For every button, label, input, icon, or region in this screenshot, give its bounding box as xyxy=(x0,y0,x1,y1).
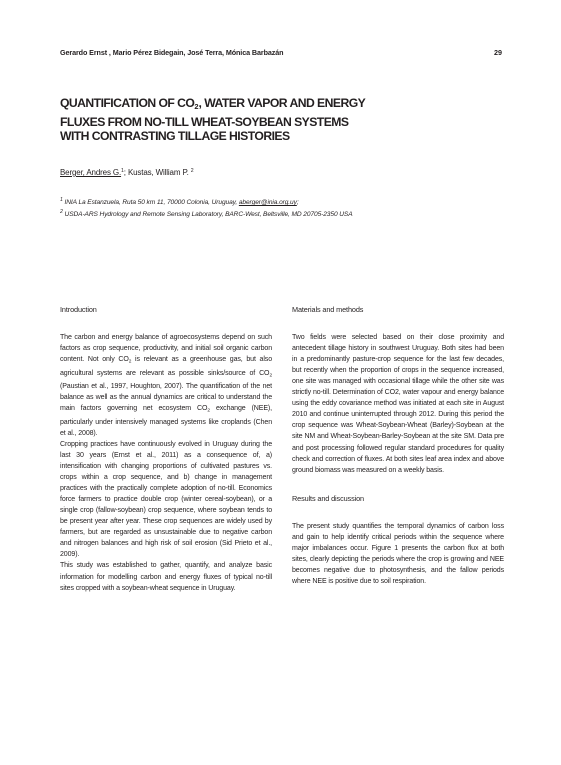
right-column xyxy=(292,304,504,587)
paper-title xyxy=(60,96,500,144)
materials-paragraph: Two fields were selected based on their close proximity and antecedent tillage history in southwest Uruguay. Both sites had been in a predominantly pasture-crop sequence for the last few decades, but recently when the proportion of crops in the sequence increased, one site was managed with occasional tillage while the other site was strictly no-till. Determination of CO2, water vapour and energy balance using the eddy covariance method was initiated at each site in August 2010 and continue uninterrupted through 2012. During this period the crop sequence was Wheat-Soybean-Wheat (Barley)-Soybean at the site NM and Wheat-Soybean-Barley-Soybean at the site SM. Data pre and post processing followed regular standard procedures for quality check and correction of fluxes. At both sites leaf area index and above ground biomass was measured on a weekly basis. xyxy=(292,334,504,474)
page-number: 29 xyxy=(494,48,502,57)
author-kustas: ; Kustas, William P. xyxy=(123,168,189,177)
section-heading-results: Results and discussion xyxy=(292,493,364,503)
author-berger-affil-mark: 1 xyxy=(121,168,124,174)
author-list xyxy=(60,166,500,178)
section-heading-introduction: Introduction xyxy=(60,305,97,314)
results-paragraph: The present study quantifies the temporal dynamics of carbon loss and gain to help identify critical periods within the sequence where major imbalances occur. Figure 1 presents the carbon flux at both sites, clearly depicting the periods where the crop is growing and NEE becomes negative due to photosynthesis, and the fallow periods where NEE is positive due to soil respiration. xyxy=(292,522,504,585)
title-line-2: FLUXES FROM NO-TILL WHEAT-SOYBEAN SYSTEMS xyxy=(60,114,349,129)
introduction-paragraph-1: The carbon and energy balance of agroecosystems depend on such factors as crop sequence, productivity, and initial soil organic carbon content. Not only $CO_2$ is relevant as a greenhouse gas, but also agricultural systems are relevant as possible sinks/source of $CO_2$ (Paustian et al., 1997, Houghton, 2007). The quantification of the net balance as well as the annual dynamics are critical to understand the main factors governing net ecosystem $CO_2$ exchange (NEE), particularly under intensively managed systems like croplands (Chen et al., 2008). xyxy=(60,334,272,437)
author-kustas-affil-mark: 2 xyxy=(190,168,194,174)
affiliation-2: $^2$ USDA-ARS Hydrology and Remote Sensing Laboratory, BARC-West, Beltsville, MD 20705-2350 USA xyxy=(60,209,353,218)
title-line-3: WITH CONTRASTING TILLAGE HISTORIES xyxy=(60,129,290,143)
left-column xyxy=(60,304,272,594)
introduction-paragraph-3: This study was established to gather, quantify, and analyze basic information for modelling carbon and energy fluxes of typical no-till sites cropped with a soybean-wheat sequence in Uruguay. xyxy=(60,562,272,592)
title-subscript: 2 xyxy=(194,102,199,111)
corresponding-email-link[interactable]: aberger@inia.org.uy xyxy=(238,199,297,206)
section-heading-materials: Materials and methods xyxy=(292,305,364,314)
author-berger: Berger, Andres G. xyxy=(60,168,122,177)
affiliation-1: $^1$ INIA La Estanzuela, Ruta 50 km 11, 70000 Colonia, Uruguay, aberger@inia.org.uy; xyxy=(60,197,299,206)
introduction-paragraph-2: Cropping practices have continuously evolved in Uruguay during the last 30 years (Ernst et al., 2011) as a consequence of, a) intensification with changing proportions of cultivated pastures vs. crops within a crop sequence, and b) change in management practices with the practically complete adoption of no-till. Economics force farmers to practice double crop (winter cereal-soybean), or a single crop (fallow-soybean) crop sequence, where soybean tends to be present year after year. These crop sequences are widely used by farmers, but are regarded as unsustainable due to negative carbon and nitrogen balances and high risk of soil erosion (Sid Prieto et al., 2009). xyxy=(60,440,272,559)
title-line-1: QUANTIFICATION OF $CO_2$, WATER VAPOR AND ENERGY xyxy=(60,96,366,111)
running-header-authors: Gerardo Ernst , Mario Pérez Bidegain, José Terra, Mónica Barbazán xyxy=(60,48,284,57)
